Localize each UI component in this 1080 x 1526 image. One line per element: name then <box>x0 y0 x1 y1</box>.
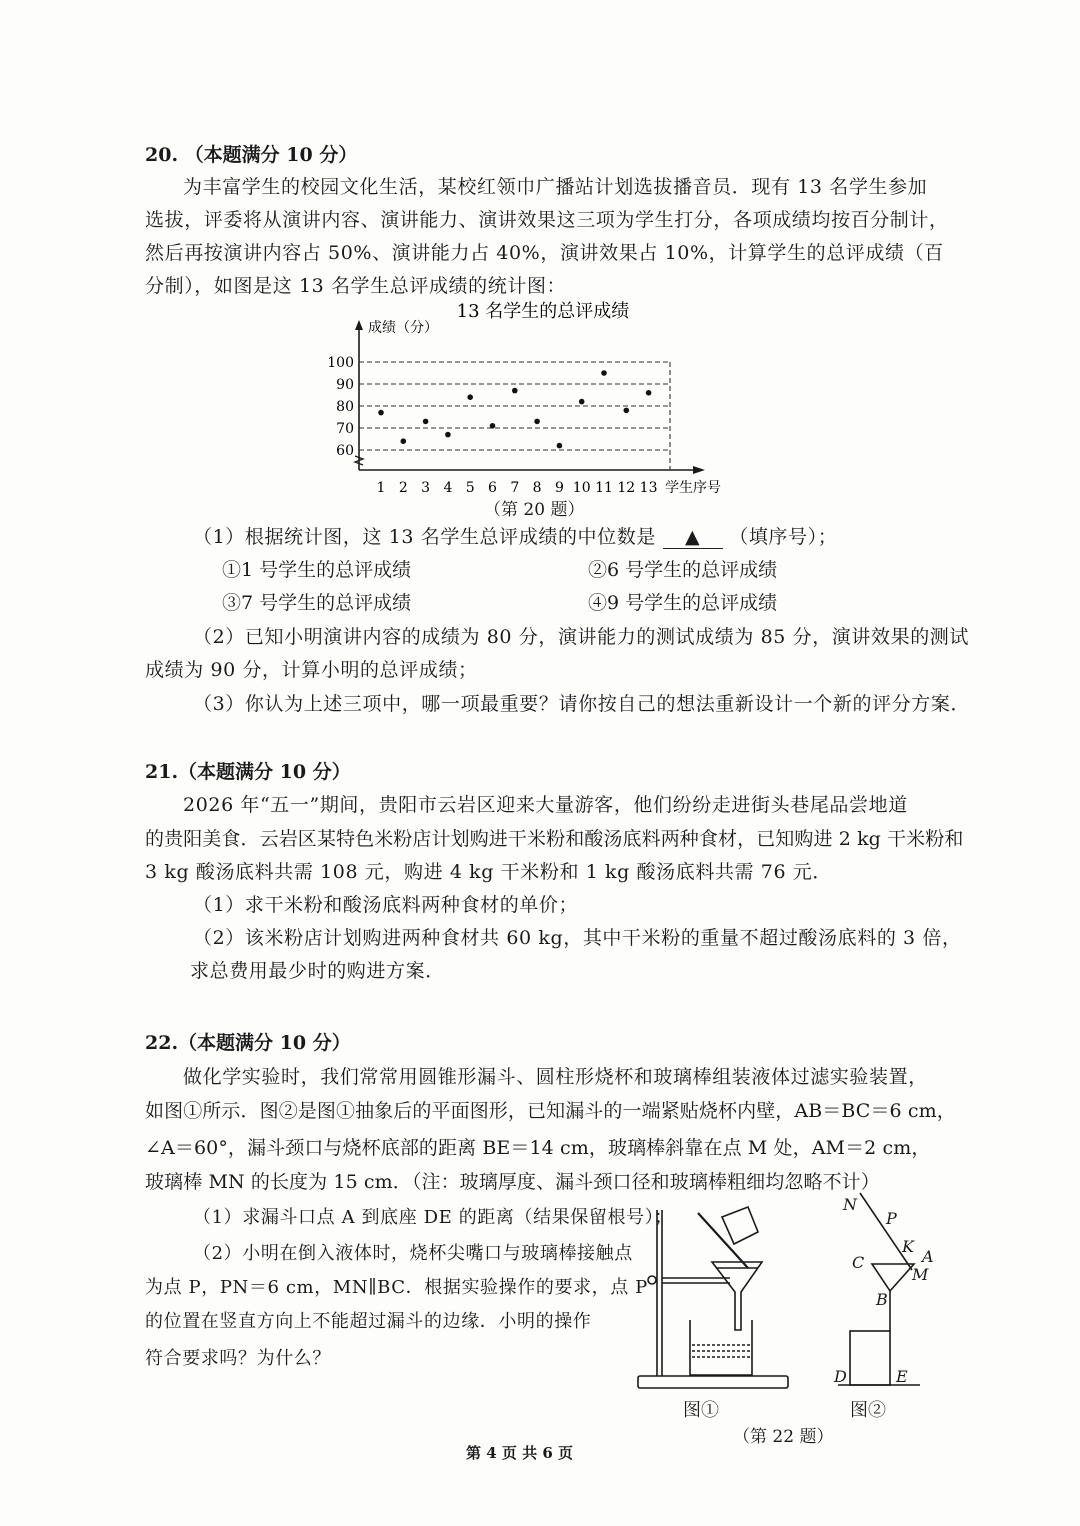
y-tick-label: 80 <box>336 399 354 415</box>
q20-paragraph-line: 选拔，评委将从演讲内容、演讲能力、演讲效果这三项为学生打分，各项成绩均按百分制计， <box>145 209 949 231</box>
q21-sub2-cont: 求总费用最少时的购进方案． <box>190 960 445 982</box>
data-point <box>423 419 429 425</box>
chart-title: 13 名学生的总评成绩 <box>456 301 630 322</box>
q20-sub3: （3）你认为上述三项中，哪一项最重要？请你按自己的想法重新设计一个新的评分方案． <box>193 693 971 715</box>
q21-paragraph-line: 2026 年“五一”期间，贵阳市云岩区迎来大量游客，他们纷纷走进街头巷尾品尝地道 <box>183 794 908 816</box>
q20-sub2-cont: 成绩为 90 分，计算小明的总评成绩； <box>145 659 478 681</box>
point-label-D: D <box>834 1367 847 1386</box>
data-point <box>601 370 607 376</box>
y-axis-label: 成绩（分） <box>368 320 438 336</box>
x-tick-label: 9 <box>554 480 564 496</box>
x-axis-label: 学生序号 <box>665 480 721 496</box>
q22-sub2-cont: 为点 P，PN＝6 cm，MN∥BC．根据实验操作的要求，点 P <box>145 1277 648 1298</box>
q21-heading: 21.（本题满分 10 分） <box>145 761 351 783</box>
point-label-P: P <box>886 1209 897 1228</box>
q22-sub2-cont: 的位置在竖直方向上不能超过漏斗的边缘．小明的操作 <box>145 1311 592 1332</box>
q22-sub1: （1）求漏斗口点 A 到底座 DE 的距离（结果保留根号）； <box>193 1207 673 1228</box>
data-point <box>401 438 407 444</box>
q22-paragraph-line: ∠A＝60°，漏斗颈口与烧杯底部的距离 BE＝14 cm，玻璃棒斜靠在点 M 处，AM＝2 cm， <box>145 1137 931 1159</box>
answer-blank: ▲ <box>663 526 723 549</box>
data-point <box>467 394 473 400</box>
y-tick-label: 60 <box>336 443 354 459</box>
x-tick-label: 12 <box>617 480 636 496</box>
q20-figure-caption: （第 20 题） <box>484 500 585 520</box>
q20-paragraph-line: 分制），如图是这 13 名学生总评成绩的统计图： <box>145 275 567 297</box>
data-point <box>378 410 384 416</box>
q20-paragraph-line: 为丰富学生的校园文化生活，某校红领巾广播站计划选拔播音员．现有 13 名学生参加 <box>183 176 928 198</box>
data-point <box>579 399 585 405</box>
funnel <box>712 1262 762 1330</box>
stand-base <box>638 1376 788 1388</box>
x-tick-label: 3 <box>421 480 431 496</box>
x-tick-label: 8 <box>532 480 542 496</box>
point-label-E: E <box>896 1367 908 1386</box>
q22-paragraph-line: 做化学实验时，我们常常用圆锥形漏斗、圆柱形烧杯和玻璃棒组装液体过滤实验装置， <box>183 1066 928 1088</box>
x-tick-label: 2 <box>398 480 408 496</box>
q22-paragraph-line: 如图①所示．图②是图①抽象后的平面图形，已知漏斗的一端紧贴烧杯内壁，AB＝BC＝6 cm， <box>145 1100 956 1122</box>
q20-sub2: （2）已知小明演讲内容的成绩为 80 分，演讲能力的测试成绩为 85 分，演讲效果的测试 <box>193 626 970 648</box>
q22-sub2-cont: 符合要求吗？为什么？ <box>145 1348 331 1369</box>
point-label-N: N <box>843 1195 857 1214</box>
data-point <box>624 408 630 414</box>
y-tick-label: 90 <box>336 377 354 393</box>
pouring-beaker <box>722 1207 758 1244</box>
option-3: ③7 号学生的总评成绩 <box>222 592 412 614</box>
q20-heading: 20. （本题满分 10 分） <box>145 144 358 166</box>
x-tick-label: 7 <box>510 480 520 496</box>
figure-2-label: 图② <box>850 1400 886 1421</box>
data-point <box>534 419 540 425</box>
x-tick-label: 10 <box>572 480 591 496</box>
q22-sub2: （2）小明在倒入液体时，烧杯尖嘴口与玻璃棒接触点 <box>193 1243 633 1264</box>
point-label-C: C <box>852 1253 865 1272</box>
q21-paragraph-line: 3 kg 酸汤底料共需 108 元，购进 4 kg 干米粉和 1 kg 酸汤底料共需 76 元． <box>145 861 833 883</box>
data-point <box>646 390 652 396</box>
option-4: ④9 号学生的总评成绩 <box>588 592 778 614</box>
q22-heading: 22.（本题满分 10 分） <box>145 1032 351 1054</box>
q21-paragraph-line: 的贵阳美食．云岩区某特色米粉店计划购进干米粉和酸汤底料两种食材，已知购进 2 kg 干米粉和 <box>145 828 964 850</box>
figure-1-label: 图① <box>683 1400 719 1421</box>
scatter-chart <box>0 0 1080 520</box>
x-tick-label: 13 <box>639 480 658 496</box>
data-point <box>557 443 563 449</box>
x-axis-arrow <box>693 466 705 474</box>
option-2: ②6 号学生的总评成绩 <box>588 559 778 581</box>
axis-break <box>355 456 363 465</box>
q20-sub1 <box>193 522 837 549</box>
data-point <box>490 423 496 429</box>
x-tick-label: 4 <box>443 480 453 496</box>
point-label-B: B <box>876 1290 888 1309</box>
y-tick-label: 100 <box>327 355 354 371</box>
q22-figure-caption: （第 22 题） <box>733 1427 834 1447</box>
glass-rod <box>698 1213 748 1268</box>
q20-paragraph-line: 然后再按演讲内容占 50%、演讲能力占 40%，演讲效果占 10%，计算学生的总评成绩（百 <box>145 242 944 264</box>
y-axis-arrow <box>355 320 363 330</box>
q21-sub1: （1）求干米粉和酸汤底料两种食材的单价； <box>193 894 579 916</box>
q21-sub2: （2）该米粉店计划购进两种食材共 60 kg，其中干米粉的重量不超过酸汤底料的 3 倍， <box>193 927 962 949</box>
q22-paragraph-line: 玻璃棒 MN 的长度为 15 cm．（注：玻璃厚度、漏斗颈口径和玻璃棒粗细均忽略不计） <box>145 1171 880 1193</box>
data-point <box>512 388 518 394</box>
x-tick-label: 11 <box>595 480 613 496</box>
lower-beaker <box>690 1320 752 1375</box>
q20-sub1-tail: （填序号）； <box>729 526 838 548</box>
point-label-A: A <box>922 1247 934 1266</box>
x-tick-label: 5 <box>465 480 475 496</box>
page-footer: 第 4 页 共 6 页 <box>466 1444 573 1462</box>
x-tick-label: 1 <box>376 480 386 496</box>
x-tick-label: 6 <box>488 480 497 496</box>
y-tick-label: 70 <box>336 421 354 437</box>
option-1: ①1 号学生的总评成绩 <box>222 559 412 581</box>
data-point <box>445 432 451 438</box>
q20-sub1-text: （1）根据统计图，这 13 名学生总评成绩的中位数是 <box>193 526 656 548</box>
point-label-M: M <box>912 1265 929 1284</box>
point-label-K: K <box>902 1237 914 1256</box>
